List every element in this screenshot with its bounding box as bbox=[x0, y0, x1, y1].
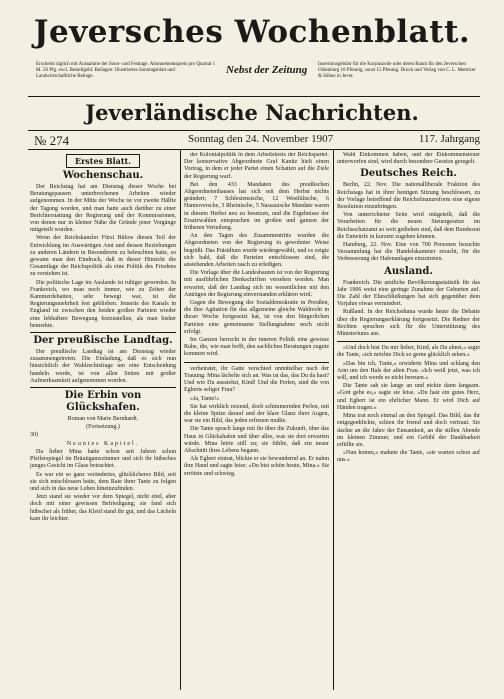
paragraph: Sie hat wirklich reizend, doch schimmernden Perlen, mit die kleine Spitze darauf und der klare Glanz ihrer Augen, war sie ein Bild, das jeden erfreuen mußte. bbox=[184, 403, 329, 425]
heading-ausland: Ausland. bbox=[384, 265, 433, 277]
paragraph: Der preußische Landtag ist am Dienstag wieder zusammengetreten. Die Einladung, daß es sich nun hinsichtlich der Wahlrechtsfrage um eine Entscheidung handeln werde, ist von allen Seiten mit großer Aufmerksamkeit aufgenommen worden. bbox=[30, 349, 176, 384]
volume-number: 117. Jahrgang bbox=[418, 133, 480, 145]
paragraph: Mina trat noch einmal an den Spiegel. Das Bild, das ihr entgegenblickte, schien ihr fremd und doch vertraut. Sie dachte an die Jahre der Einsamkeit, an die stillen Abende im kleinen Zimmer, und ein Gefühl der Dankbarkeit erfüllte sie. bbox=[337, 413, 480, 448]
paragraph: Als Egbert eintrat, blickte er sie bewundernd an. Er nahm ihre Hand und sagte leise: »Du bist schön heute, Mina.« Sie errötete und schwieg. bbox=[184, 456, 329, 477]
section-rule bbox=[337, 341, 480, 342]
masthead-subtitle: Jeverländische Nachrichten. bbox=[85, 100, 419, 125]
paragraph: Jetzt stand sie wieder vor dem Spiegel, nicht eitel, aber doch mit einer gewissen Befriedigung; sie fand sich hübscher als früher, das Kleid stand ihr gut, und das Lächeln kam ihr leichter. bbox=[30, 494, 176, 522]
paragraph: Da lieber Mina hatte schon seit Jahren schon Pfeilerspiegel im Bräutigamszimmer und sich ihr hübsches junges Gesicht im Glase betrachtet. bbox=[30, 448, 176, 470]
section-rule bbox=[30, 332, 176, 333]
paragraph: »Nun komm,« mahnte die Tante, »sie warten schon auf uns.« bbox=[337, 450, 480, 464]
paragraph: Die politische Lage im Auslande ist ruhiger geworden. In Frankreich, wo man noch immer, wie zu Zeiten der Kammerdebatten, sehr bewegt war, ist die Regierungsmehrheit fest geblieben. Jenseits des Kanals in England ist zwischen den beiden großen Parteien wieder eine lebhaftere Bewegung festzustellen, als man bisher bemerkte. bbox=[30, 279, 176, 329]
paragraph: Bei den 433 Mandaten des preußischen Abgeordnetenhauses hat sich seit dem Herbst nichts geändert; 7 Schlesiensische, 12 Westfälische, 6 Hannoversche, 3 Rheinische, 5 Nassauische Mandate waren in diesem Herbst neu zu besetzen, und die Ergebnisse der Ersatzwahlen entsprachen im großen und ganzen der früheren Verteilung. bbox=[184, 181, 329, 232]
subhead bbox=[0, 60, 504, 90]
section-rule bbox=[30, 387, 176, 388]
column-3 bbox=[337, 152, 480, 690]
supplement-label: Nebst der Zeitung bbox=[226, 64, 308, 76]
paragraph: Von unterrichteter Seite wird mitgeteilt, daß die Vorarbeiten für die neuen Steuergesetze im Reichsschatzamt so weit gediehen sind, daß dem Bundesrat die Entwürfe in kurzem zugehen können. bbox=[337, 212, 480, 240]
heading-deutsches-reich: Deutsches Reich. bbox=[360, 168, 457, 180]
dateline bbox=[28, 133, 480, 147]
novel-author: Roman von Marie Bernhardt. bbox=[67, 416, 139, 423]
paragraph: Die Tante sah sie lange an und nickte dann langsam. »Gott gebe es,« sagte sie leise. »Du hast ein gutes Herz, und Egbert ist ein ehrlicher Mann. Er wird Dich auf Händen tragen.« bbox=[337, 383, 480, 411]
paragraph: Wahl Einkommen haben, und der Einkommensteuer unterworfen sind, wird durch besondere Gesetze geregelt. bbox=[337, 152, 480, 166]
column-1 bbox=[30, 152, 176, 690]
paragraph: Berlin, 22. Nov. Die nationalliberale Fraktion des Reichstags hat in ihrer heutigen Sitzung beschlossen, zu der Vorlage betreffend die Reichsfinanzreform eine eigene Resolution einzubringen. bbox=[337, 182, 480, 211]
heading-wochenschau: Wochenschau. bbox=[62, 170, 144, 181]
paragraph: Die Tante sprach lange mit ihr über die Zukunft, über das Haus in Glückshafen und über alles, was sie dort erwarten würde. Mina hörte still zu; sie fühlte, daß ein neuer Abschnitt ihres Lebens begann. bbox=[184, 426, 329, 454]
paragraph: der Kolonialpolitik in dem Arbeitskreis der Reichspartei. Der konservative Abgeordnete Graf Kanitz hielt einen Vortrag, in dem er jeder Partei einen Schatten auf die Ziele der Regierung warf. bbox=[184, 152, 329, 180]
novel-number: 30) bbox=[30, 432, 38, 439]
paragraph: »Das bin ich, Tante,« erwiderte Mina und schlang den Arm um den Hals der alten Frau. »Ich weiß jetzt, was ich will, und ich werde es nicht bereuen.« bbox=[337, 360, 480, 382]
paragraph: Wenn der Reichskanzler Fürst Bülow diesen Teil der Entwicklung im Auswärtigen Amt und dessen Beziehungen zu anderen Ländern in Besonderem zu beleuchten hatte, so gewann man den Eindruck, daß in dieser Hinsicht die Gesamtlage der Reichspolitik als eine Politik des Friedens zu verstehen ist. bbox=[30, 235, 176, 278]
advertising-info: Insertionsgebühr für die Korpuszeile oder deren Raum für den Jeverschen Oldenburg 10 Pfennig, sonst 15 Pfennig. Druck und Verlag von C. L. Mettcker & Söhne in Jever. bbox=[318, 62, 476, 79]
paragraph: verheiratet, ihr Gatte verschied unmittelbar nach der Trauung. Mina lächelte sich an. Was ist das, das Du da hast? Und wie Du aussiehst, Kind! Und die Perlen, sind die von Egberts seliger Frau? bbox=[184, 365, 329, 394]
paragraph: Gegen die Bewegung der Sozialdemokratie in Preußen, die ihre Agitation für das allgemeine gleiche Wahlrecht in dieser Woche fortgesetzt hat, ist von den bürgerlichen Parteien eine gemeinsame Stellungnahme noch nicht erfolgt. bbox=[184, 300, 329, 335]
paragraph: »Und doch bist Du mir lieber, Kind, als Du ahnst,« sagte die Tante, »ich möchte Dich so gerne glücklich sehen.« bbox=[337, 345, 480, 359]
rule-top bbox=[28, 96, 480, 97]
first-sheet-label: Erstes Blatt. bbox=[66, 154, 140, 168]
column-2 bbox=[184, 152, 329, 690]
chapter-title: Neuntes Kapitel. bbox=[66, 440, 140, 447]
paragraph: Der Reichstag hat am Dienstag dieser Woche bei Beratungspausen unterbrochenen Arbeiten wieder aufgenommen. In der Mitte der Woche ist vor zweite Hälfte der Tagung worden, und man hatte auch darüber zu einer Berichterstattung der Regierung und der Kommissionen, von denen nur in kleiner Nähe die Gründe jener Vorgänge mitgeteilt wurden. bbox=[30, 184, 176, 234]
column-divider-2 bbox=[333, 150, 334, 690]
heading-novel: Die Erbin von Glückshafen. bbox=[64, 390, 142, 414]
paragraph: Rußland. In der Reichsduma wurde heute die Debatte über die Regierungserklärung fortgesetzt. Die Redner der Rechten sprachen sich für die Unterstützung des Ministeriums aus. bbox=[337, 309, 480, 338]
paragraph: Im Ganzen herrscht in der inneren Politik eine gewisse Ruhe, die, wie man hofft, den sachlichen Beratungen zugute kommen wird. bbox=[184, 337, 329, 358]
section-rule bbox=[184, 362, 329, 363]
paragraph: Die Vorlage über die Landesbauten ist von der Regierung mit ausführlichen Denkschriften versehen worden. Man erwartet, daß der Landtag sich im wesentlichen mit den Anträgen der Regierung einverstanden erklären wird. bbox=[184, 270, 329, 298]
heading-landtag: Der preußische Landtag. bbox=[33, 335, 173, 347]
subscription-info: Erscheint täglich mit Ausnahme der Sonn- und Festtage. Abonnementspreis pro Quartal 1 M. 50 Pfg. excl. Bestellgeld. Beilagen: Illustriertes Sonntagsblatt und Landwirtschaftliche Beilage. bbox=[36, 62, 216, 79]
masthead-title: Jeversches Wochenblatt. bbox=[33, 14, 471, 50]
issue-date: Sonntag den 24. November 1907 bbox=[188, 133, 334, 145]
paragraph: Es war ein so ganz verändertes, glücklicheres Bild, seit sie sich entschlossen hatte, dem Rate ihrer Tante zu folgen und sich in das neue Leben hineinzufinden. bbox=[30, 471, 176, 492]
paragraph: An den Tagen des Zusammentritts wurden die Abgeordneten von der Regierung in gewohnter Weise begrüßt. Das Präsidium wurde wiedergewählt, und es zeigte sich bald, daß die Parteien entschlossen sind, die anstehenden Arbeiten rasch zu erledigen. bbox=[184, 233, 329, 269]
paragraph: Frankreich. Die amtliche Bevölkerungsstatistik für das Jahr 1906 weist eine geringe Zunahme der Geburten auf. Die Zahl der Eheschließungen hat sich gegenüber dem Vorjahre etwas vermindert. bbox=[337, 279, 480, 308]
novel-continuation: (Fortsetzung.) bbox=[86, 424, 120, 431]
paragraph: »Ja, Tante!« bbox=[190, 395, 220, 402]
issue-number: № 274 bbox=[34, 133, 70, 148]
paragraph: Hamburg, 22. Nov. Eine von 700 Personen besuchte Versammlung hat die Handelskammer ersucht, für die Verbesserung der Hafenanlagen einzutreten. bbox=[337, 242, 480, 263]
column-divider-1 bbox=[180, 150, 181, 690]
rule-dateline-top bbox=[28, 130, 480, 131]
rule-dateline-bottom bbox=[28, 149, 480, 150]
